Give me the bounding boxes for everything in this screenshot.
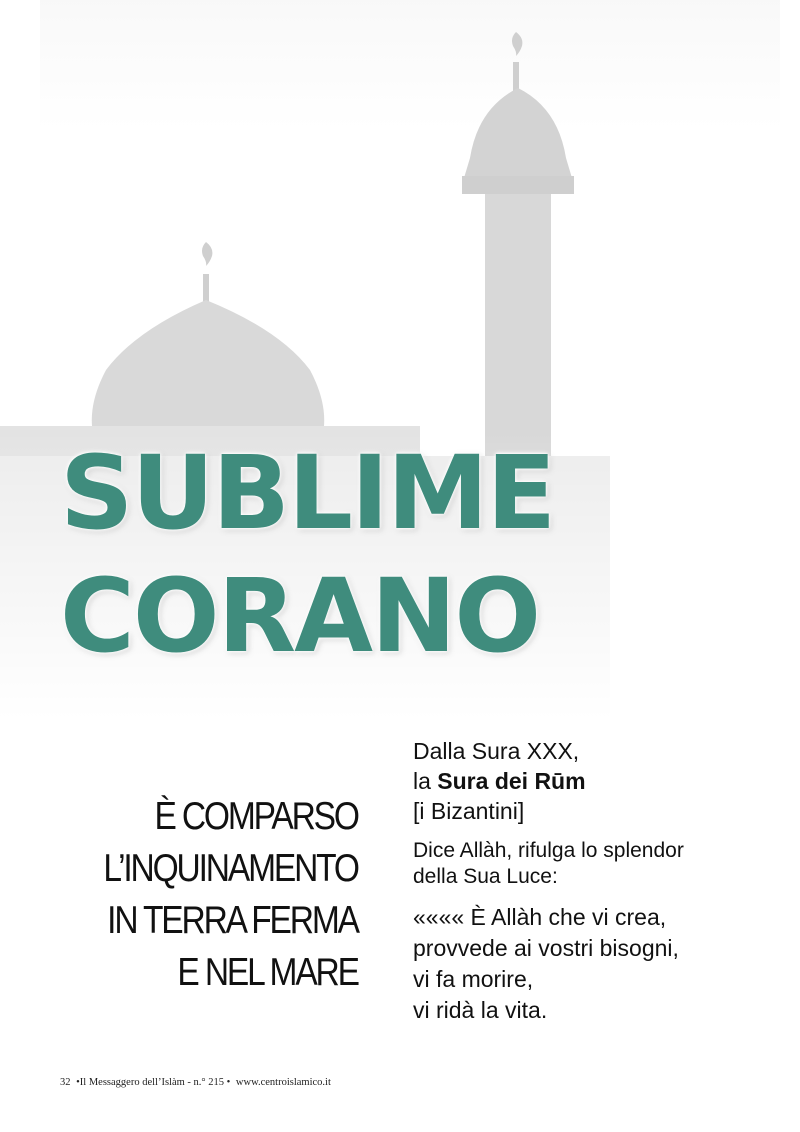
title-line-2: CORANO: [60, 557, 540, 676]
article-subtitle: [104, 791, 358, 999]
title-line-1: SUBLIME: [60, 434, 555, 553]
sura-line-1: Dalla Sura XXX,: [413, 738, 580, 764]
page-number: 32: [60, 1077, 71, 1088]
page-footer: [60, 1077, 334, 1088]
subtitle-line-2: L’INQUINAMENTO: [103, 847, 358, 890]
subtitle-line-3: IN TERRA FERMA: [107, 899, 358, 942]
intro-line-1: Dice Allàh, rifulga lo splendor: [413, 839, 684, 862]
sura-line-2-prefix: la: [413, 768, 438, 794]
quran-quote: [413, 902, 773, 1026]
intro-text: [413, 838, 773, 890]
publication-name: •Il Messaggero dell’Islàm - n.° 215 •: [76, 1077, 231, 1088]
quote-line-2: provvede ai vostri bisogni,: [413, 935, 679, 961]
quote-line-1: «««« È Allàh che vi crea,: [413, 904, 667, 930]
subtitle-line-4: E NEL MARE: [177, 951, 358, 994]
sura-line-3: [i Bizantini]: [413, 798, 525, 824]
intro-line-2: della Sua Luce:: [413, 865, 558, 888]
sura-reference: [413, 736, 773, 826]
sura-name: Sura dei Rūm: [437, 768, 586, 794]
quote-line-3: vi fa morire,: [413, 966, 534, 992]
article-body: [413, 736, 773, 1026]
quote-line-4: vi ridà la vita.: [413, 997, 548, 1023]
website-link[interactable]: www.centroislamico.it: [235, 1077, 331, 1088]
subtitle-line-1: È COMPARSO: [154, 795, 358, 838]
